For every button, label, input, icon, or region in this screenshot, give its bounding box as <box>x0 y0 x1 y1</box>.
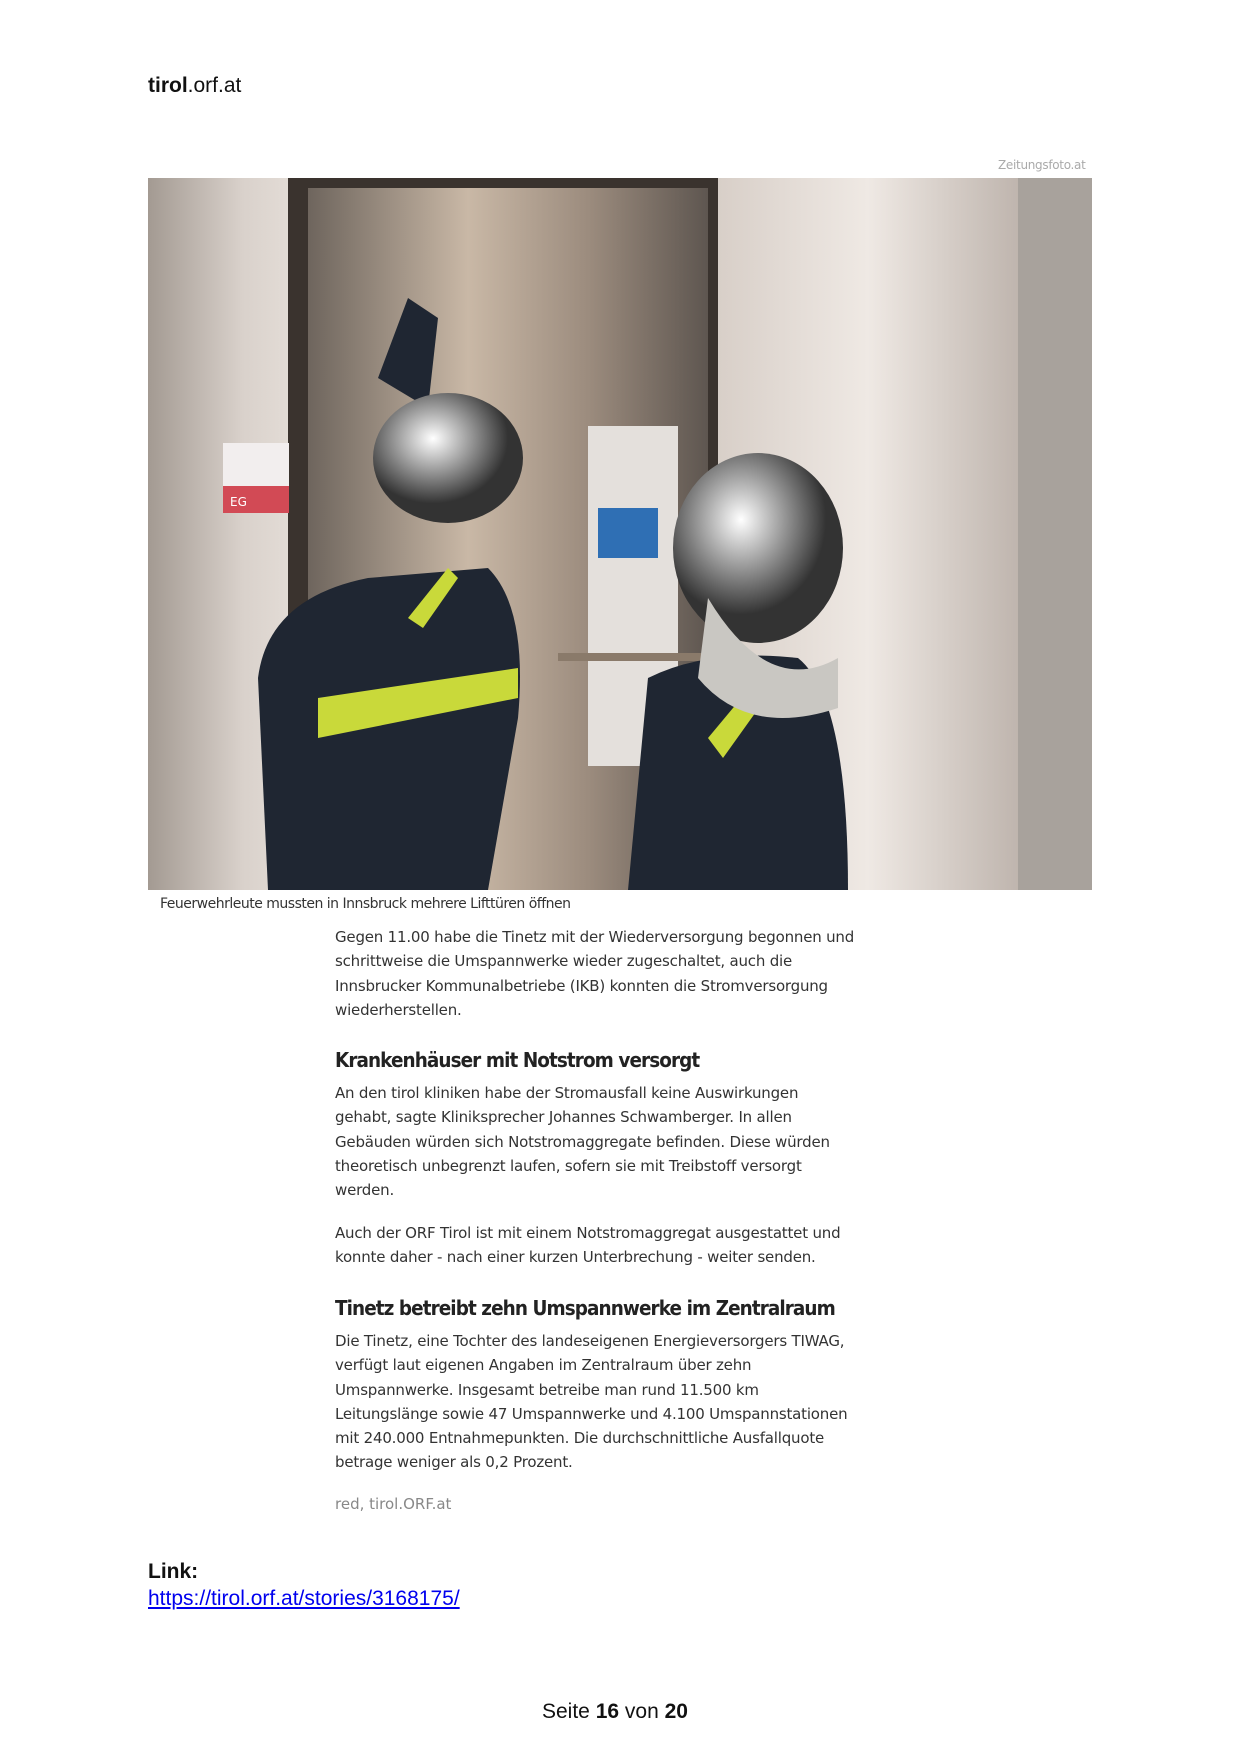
photo-caption: Feuerwehrleute mussten in Innsbruck mehrere Lifttüren öffnen <box>160 896 571 912</box>
text-line: Gegen 11.00 habe die Tinetz mit der Wiederversorgung begonnen und <box>335 928 855 946</box>
page-total: 20 <box>664 1700 688 1723</box>
text-line: verfügt laut eigenen Angaben im Zentralraum über zehn <box>335 1356 752 1375</box>
text-line: Leitungslänge sowie 47 Umspannwerke und 4.100 Umspannstationen <box>335 1404 848 1423</box>
page-word: Seite <box>542 1700 590 1723</box>
paragraph-orf <box>335 1221 935 1270</box>
text-line: An den tirol kliniken habe der Stromausfall keine Auswirkungen <box>335 1084 799 1102</box>
text-line: schrittweise die Umspannwerke wieder zugeschaltet, auch die <box>335 952 793 971</box>
heading-hospitals: Krankenhäuser mit Notstrom versorgt <box>335 1048 700 1072</box>
site-header <box>148 74 241 98</box>
article-source: red, tirol.ORF.at <box>335 1495 452 1513</box>
text-line: mit 240.000 Entnahmepunkten. Die durchschnittliche Ausfallquote <box>335 1429 825 1448</box>
article-photo <box>148 178 1092 890</box>
text-line: gehabt, sagte Kliniksprecher Johannes Schwamberger. In allen <box>335 1108 792 1127</box>
page-of: von <box>624 1700 659 1723</box>
text-line: Umspannwerke. Insgesamt betreibe man rund 11.500 km <box>335 1380 759 1399</box>
paragraph-tinetz <box>335 1329 935 1475</box>
text-line: betrage weniger als 0,2 Prozent. <box>335 1453 573 1472</box>
text-line: Auch der ORF Tirol ist mit einem Notstromaggregat ausgestattet und <box>335 1224 841 1242</box>
text-line: Gebäuden würden sich Notstromaggregate befinden. Diese würden <box>335 1132 830 1151</box>
text-line: Die Tinetz, eine Tochter des landeseigenen Energieversorgers TIWAG, <box>335 1332 845 1350</box>
text-line: Innsbrucker Kommunalbetriebe (IKB) konnten die Stromversorgung <box>335 976 828 995</box>
elevator-firefighters-image <box>148 178 1092 890</box>
text-line: werden. <box>335 1181 395 1200</box>
page-current: 16 <box>595 1700 620 1723</box>
text-line: theoretisch unbegrenzt laufen, sofern sie mit Treibstoff versorgt <box>335 1156 802 1175</box>
link-label: Link: <box>148 1560 199 1583</box>
paragraph-hospitals <box>335 1081 935 1202</box>
floor-sign: EG <box>230 495 247 509</box>
text-line: wiederherstellen. <box>335 1000 462 1019</box>
site-name-rest: .orf.at <box>187 74 242 97</box>
heading-tinetz: Tinetz betreibt zehn Umspannwerke im Zentralraum <box>335 1296 835 1320</box>
text-line: konnte daher - nach einer kurzen Unterbrechung - weiter senden. <box>335 1248 816 1267</box>
paragraph-restoration <box>335 925 935 1022</box>
photo-credit: Zeitungsfoto.at <box>998 158 1086 172</box>
site-name-bold: tirol <box>148 74 188 97</box>
article-link[interactable]: https://tirol.orf.at/stories/3168175/ <box>148 1587 460 1610</box>
page-number <box>542 1700 688 1724</box>
